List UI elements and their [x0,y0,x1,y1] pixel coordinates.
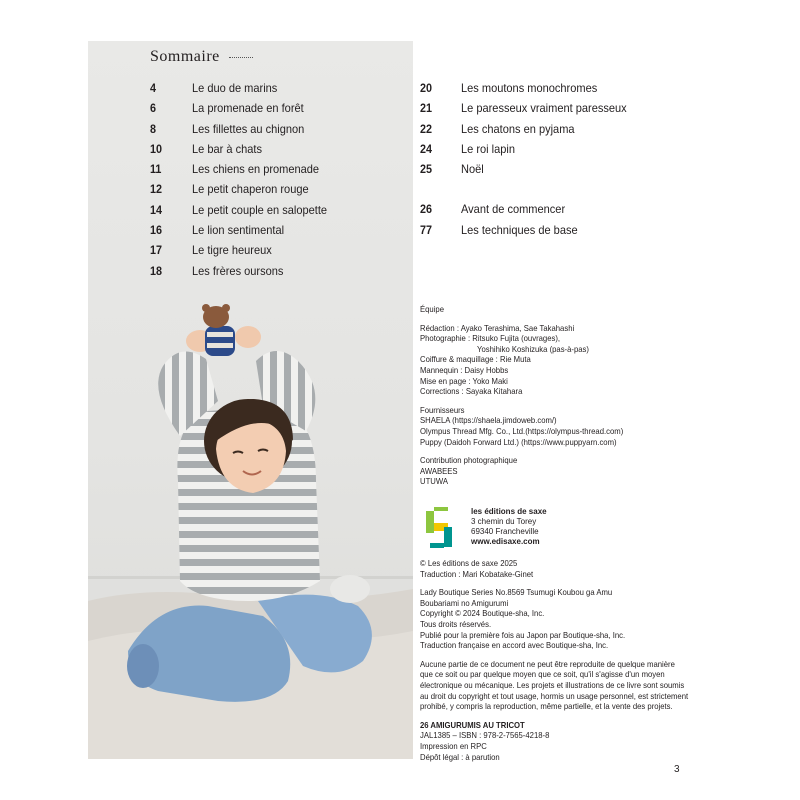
toc-entry[interactable] [150,78,410,98]
notice-line: Aucune partie de ce document ne peut être reproduite de quelque manière [420,658,675,669]
toc-entry-label: Avant de commencer [461,202,566,217]
supplier-line: Puppy (Daidoh Forward Ltd.) (https://www.puppyarn.com) [420,436,617,447]
original-line: Tous droits réservés. [420,618,492,629]
toc-page-number: 14 [150,202,163,217]
notice-line: électronique ou mécanique. Les projets et illustrations de ce livre sont soumis [420,679,685,690]
credit-line: Corrections : Sayaka Kitahara [420,386,523,397]
suppliers-block [420,405,700,447]
toc-entry[interactable] [420,78,680,98]
team-block [420,304,700,397]
toc-page-number: 77 [420,222,433,237]
toc-entry[interactable] [420,220,680,240]
toc-entry[interactable] [150,98,410,118]
credit-line: Coiffure & maquillage : Rie Muta [420,354,531,365]
toc-entry-label: Le petit couple en salopette [192,202,328,217]
toc-entry[interactable] [150,220,410,240]
toc-page-number: 10 [150,141,163,156]
publisher-address-line: 69340 Francheville [471,527,539,536]
toc-entry[interactable] [150,119,410,139]
toc-page-number: 17 [150,243,163,258]
publisher-logo-icon [420,505,462,551]
toc-page-number: 4 [150,81,157,95]
toc-entry[interactable] [420,119,680,139]
legal-notice-block [420,659,700,712]
toc-entry[interactable] [150,261,410,281]
toc-page-number: 18 [150,263,163,278]
toc-page-number: 16 [150,223,163,238]
notice-line: que ce soit ou par quelque moyen que ce soit, qu'il s'agisse d'un moyen [420,669,665,680]
photo-contrib-block [420,455,700,487]
suppliers-heading: Fournisseurs [420,404,465,415]
toc-entry[interactable] [420,139,680,159]
publisher-address [471,507,547,547]
photo-contrib-line: AWABEES [420,465,458,476]
toc-entry[interactable] [150,179,410,199]
toc-page-number: 22 [420,121,433,136]
toc-entry[interactable] [420,98,680,118]
original-line: Boubariami no Amigurumi [420,597,509,608]
credit-line: Mise en page : Yoko Maki [420,375,508,386]
original-line: Traduction française en accord avec Boutique-sha, Inc. [420,640,609,651]
toc-title-ornament [229,57,253,59]
legal-deposit-line: Dépôt légal : à parution [420,751,500,762]
toc-entry-label: Les techniques de base [461,222,578,237]
toc-page-number: 6 [150,101,157,116]
publisher-name: les éditions de saxe [471,507,547,516]
toc-entry-label: Le tigre heureux [192,243,272,258]
photo-contrib-line: UTUWA [420,476,448,487]
toc-entry-label: Les chatons en pyjama [461,121,575,136]
toc-entry[interactable] [150,139,410,159]
toc-page-number: 21 [420,101,433,116]
credit-line: Photographie : Ritsuko Fujita (ouvrages), [420,333,561,344]
toc-entry-label: Les chiens en promenade [192,162,320,177]
toc-page-number: 8 [150,121,157,136]
toc-entry-label: Le duo de marins [192,81,278,95]
credits-section [420,304,700,495]
copyright-block [420,558,700,579]
toc-entry-label: Noël [461,162,484,177]
supplier-line: SHAELA (https://shaela.jimdoweb.com/) [420,415,557,426]
photo-contrib-heading: Contribution photographique [420,455,518,466]
page-number: 3 [674,764,680,775]
toc-entry-label: Le lion sentimental [192,223,285,238]
original-line: Publié pour la première fois au Japon par Boutique-sha, Inc. [420,629,626,640]
toc-entry-label: Les moutons monochromes [461,81,598,95]
translator-line: Traduction : Mari Kobatake-Ginet [420,568,534,579]
book-title: 26 AMIGURUMIS AU TRICOT [420,719,525,730]
toc-entry-label: La promenade en forêt [192,101,304,116]
toc-page-number: 11 [150,162,162,177]
supplier-line: Olympus Thread Mfg. Co., Ltd.(https://olympus-thread.com) [420,425,624,436]
toc-entry[interactable] [150,159,410,179]
toc-left-column [150,78,410,281]
publisher-website-link[interactable]: www.edisaxe.com [471,537,540,546]
copyright-line: © Les éditions de saxe 2025 [420,558,518,568]
toc-entry[interactable] [150,200,410,220]
toc-page-number: 12 [150,182,163,197]
toc-page-number: 26 [420,202,433,217]
isbn-line: JAL1385 – ISBN : 978-2-7565-4218-8 [420,730,550,741]
toc-entry-label: Le roi lapin [461,141,516,156]
toc-page-number: 20 [420,81,433,95]
notice-line: prohibé, y compris la reproduction, même partielle, et la vente des projets. [420,701,673,712]
toc-entry-label: Le bar à chats [192,141,262,156]
rights-section [420,558,700,770]
original-line: Lady Boutique Series No.8569 Tsumugi Koubou ga Amu [420,587,613,598]
toc-entry-label: Les fillettes au chignon [192,121,305,136]
credit-line: Rédaction : Ayako Terashima, Sae Takahashi [420,322,575,333]
toc-entry[interactable] [150,240,410,260]
toc-entry[interactable] [420,199,680,219]
credit-line: Mannequin : Daisy Hobbs [420,364,509,375]
toc-entry-label: Le paresseux vraiment paresseux [461,101,627,116]
toc-title: Sommaire [150,48,220,65]
original-line: Copyright © 2024 Boutique-sha, Inc. [420,608,545,619]
book-info-block [420,720,700,762]
toc-entry-label: Le petit chaperon rouge [192,182,309,197]
notice-line: au droit du copyright et tout usage, hormis un usage personnel, est strictement [420,690,689,701]
toc-page-number: 25 [420,162,433,177]
toc-entry[interactable] [420,159,680,179]
team-heading: Équipe [420,304,444,314]
credit-line: Yoshihiko Koshizuka (pas-à-pas) [477,343,589,354]
toc-right-column [420,78,680,240]
toc-page-number: 24 [420,141,433,156]
toc-entry-label: Les frères oursons [192,263,284,278]
printed-line: Impression en RPC [420,740,487,751]
publisher-address-line: 3 chemin du Torey [471,517,537,526]
original-edition-block [420,587,700,651]
